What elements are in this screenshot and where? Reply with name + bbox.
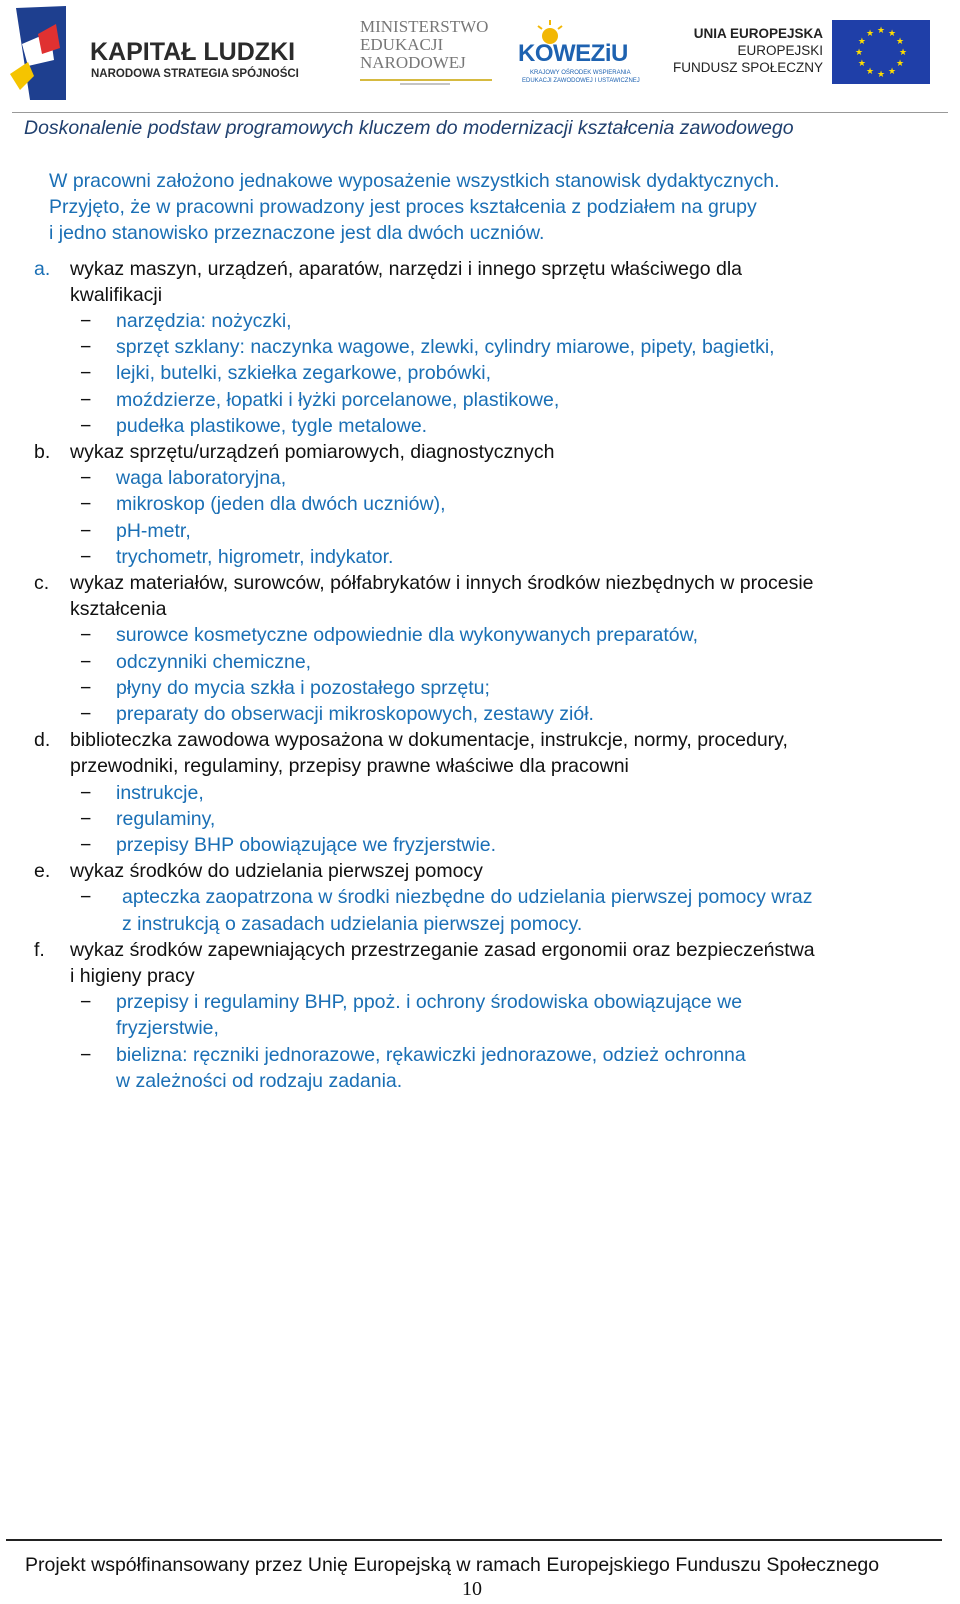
list-dash: − bbox=[80, 545, 92, 568]
list-item bbox=[0, 544, 960, 570]
list-item-text: lejki, butelki, szkiełka zegarkowe, probówki, bbox=[116, 362, 491, 385]
header-title: Doskonalenie podstaw programowych kluczem do modernizacji kształcenia zawodowego bbox=[24, 117, 794, 139]
section-letter: d. bbox=[34, 729, 51, 752]
section-heading-line: biblioteczka zawodowa wyposażona w dokumentacje, instrukcje, normy, procedury, bbox=[70, 729, 788, 752]
list-item-text: przepisy i regulaminy BHP, ppoż. i ochrony środowiska obowiązujące we bbox=[116, 991, 743, 1014]
section-heading bbox=[70, 727, 950, 779]
list-item bbox=[0, 360, 960, 386]
men-underline-icon bbox=[360, 76, 492, 86]
koweziu-title: KOWEZiU bbox=[518, 40, 628, 67]
eu-star-icon: ★ bbox=[887, 66, 897, 77]
list-item bbox=[0, 884, 960, 936]
list-item-text: sprzęt szklany: naczynka wagowe, zlewki, cylindry miarowe, pipety, bagietki, bbox=[116, 336, 775, 359]
list-item-text: odczynniki chemiczne, bbox=[116, 650, 312, 673]
men-line-1: MINISTERSTWO bbox=[360, 17, 489, 36]
list-item-text: moździerze, łopatki i łyżki porcelanowe, plastikowe, bbox=[116, 388, 560, 411]
section-heading-line: kształcenia bbox=[70, 598, 167, 621]
section-heading-line: wykaz środków zapewniających przestrzeganie zasad ergonomii oraz bezpieczeństwa bbox=[70, 938, 815, 961]
section-heading bbox=[70, 937, 950, 989]
list-item bbox=[0, 649, 960, 675]
ue-line-2: EUROPEJSKI bbox=[737, 43, 823, 58]
list-dash: − bbox=[80, 388, 92, 411]
list-item bbox=[0, 832, 960, 858]
section-items bbox=[0, 989, 960, 1094]
list-item-text: trychometr, higrometr, indykator. bbox=[116, 545, 394, 568]
list-item bbox=[0, 780, 960, 806]
list-dash: − bbox=[80, 807, 92, 830]
intro-line: i jedno stanowisko przeznaczone jest dla dwóch uczniów. bbox=[49, 222, 545, 245]
men-line-2: EDUKACJI bbox=[360, 35, 444, 54]
list-dash: − bbox=[80, 362, 92, 385]
section-items bbox=[0, 465, 960, 570]
section-heading-line: wykaz środków do udzielania pierwszej pomocy bbox=[70, 860, 483, 883]
list-dash: − bbox=[80, 781, 92, 804]
section-items bbox=[0, 884, 960, 936]
list-item bbox=[0, 518, 960, 544]
eu-star-icon: ★ bbox=[896, 58, 905, 68]
list-item-text: z instrukcją o zasadach udzielania pierwszej pomocy. bbox=[122, 912, 583, 935]
men-logo bbox=[360, 18, 500, 88]
list-item bbox=[0, 701, 960, 727]
list-item-text: waga laboratoryjna, bbox=[116, 467, 287, 490]
list-item bbox=[0, 308, 960, 334]
list-item bbox=[0, 413, 960, 439]
list-item bbox=[0, 806, 960, 832]
eu-star-icon: ★ bbox=[876, 69, 886, 79]
section-heading-line: wykaz maszyn, urządzeń, aparatów, narzędzi i innego sprzętu właściwego dla bbox=[70, 257, 743, 280]
list-item-text: surowce kosmetyczne odpowiednie dla wykonywanych preparatów, bbox=[116, 624, 699, 647]
list-item-text: bielizna: ręczniki jednorazowe, rękawiczki jednorazowe, odzież ochronna bbox=[116, 1043, 746, 1066]
kapital-ludzki-emblem-icon bbox=[8, 4, 70, 102]
koweziu-subtitle-2: EDUKACJI ZAWODOWEJ I USTAWICZNEJ bbox=[522, 78, 640, 84]
list-dash: − bbox=[80, 467, 92, 490]
list-item-text: pH-metr, bbox=[116, 519, 191, 542]
section-heading-line: wykaz sprzętu/urządzeń pomiarowych, diagnostycznych bbox=[70, 441, 555, 463]
list-dash: − bbox=[80, 703, 92, 725]
logo-strip bbox=[0, 0, 960, 108]
koweziu-logo bbox=[516, 18, 640, 88]
ue-efs-logo bbox=[672, 20, 935, 88]
list-dash: − bbox=[80, 493, 92, 516]
header-rule bbox=[12, 112, 948, 113]
section-heading-line: przewodniki, regulaminy, przepisy prawne właściwe dla pracowni bbox=[70, 755, 629, 778]
eu-star-icon: ★ bbox=[854, 47, 864, 57]
list-item-text: w zależności od rodzaju zadania. bbox=[116, 1069, 403, 1092]
section-heading-line: kwalifikacji bbox=[70, 283, 163, 306]
eu-star-icon: ★ bbox=[865, 66, 875, 77]
list-dash: − bbox=[80, 336, 92, 359]
footer-text: Projekt współfinansowany przez Unię Europejską w ramach Europejskiego Funduszu Społecznego bbox=[25, 1554, 880, 1576]
section-items bbox=[0, 308, 960, 439]
list-dash: − bbox=[80, 833, 92, 856]
list-item-text: instrukcje, bbox=[116, 781, 204, 804]
list-item-text: pudełka plastikowe, tygle metalowe. bbox=[116, 414, 428, 437]
section-heading bbox=[70, 858, 950, 884]
list-item-text: mikroskop (jeden dla dwóch uczniów), bbox=[116, 493, 446, 516]
footer-rule bbox=[6, 1539, 942, 1541]
list-item-text: narzędzia: nożyczki, bbox=[116, 309, 292, 332]
list-dash: − bbox=[80, 1043, 92, 1066]
eu-star-icon: ★ bbox=[865, 27, 875, 38]
kapital-ludzki-title: KAPITAŁ LUDZKI bbox=[90, 38, 296, 66]
kapital-ludzki-logo bbox=[8, 4, 308, 104]
intro-line: W pracowni założono jednakowe wyposażenie wszystkich stanowisk dydaktycznych. bbox=[49, 170, 780, 192]
list-item bbox=[0, 387, 960, 413]
eu-star-icon: ★ bbox=[876, 25, 886, 35]
ue-line-3: FUNDUSZ SPOŁECZNY bbox=[672, 60, 823, 75]
list-dash: − bbox=[80, 886, 92, 909]
list-item-text: fryzjerstwie, bbox=[116, 1017, 219, 1040]
list-dash: − bbox=[80, 519, 92, 542]
section-heading bbox=[70, 570, 950, 622]
section-heading-line: i higieny pracy bbox=[70, 965, 195, 987]
eu-star-icon: ★ bbox=[887, 27, 897, 38]
eu-star-icon: ★ bbox=[898, 47, 908, 57]
list-dash: − bbox=[80, 624, 92, 647]
list-dash: − bbox=[80, 309, 92, 332]
eu-star-icon: ★ bbox=[857, 58, 866, 68]
section-letter: e. bbox=[34, 860, 51, 883]
section-items bbox=[0, 780, 960, 859]
list-dash: − bbox=[80, 414, 92, 437]
section-letter: f. bbox=[34, 938, 45, 961]
list-dash: − bbox=[80, 991, 92, 1014]
list-item bbox=[0, 675, 960, 701]
list-dash: − bbox=[80, 650, 92, 673]
section-items bbox=[0, 622, 960, 727]
kapital-ludzki-subtitle: NARODOWA STRATEGIA SPÓJNOŚCI bbox=[91, 68, 299, 80]
section-letter: b. bbox=[34, 441, 51, 463]
list-item bbox=[0, 989, 960, 1041]
list-item bbox=[0, 622, 960, 648]
intro-paragraph bbox=[49, 168, 949, 247]
list-dash: − bbox=[80, 676, 92, 699]
list-item-text: apteczka zaopatrzona w środki niezbędne do udzielania pierwszej pomocy wraz bbox=[122, 886, 813, 909]
ue-line-1: UNIA EUROPEJSKA bbox=[693, 26, 823, 41]
eu-star-icon: ★ bbox=[857, 36, 866, 46]
section-heading-line: wykaz materiałów, surowców, półfabrykatów i innych środków niezbędnych w procesie bbox=[70, 572, 814, 594]
eu-flag-icon bbox=[832, 20, 930, 84]
list-item-text: płyny do mycia szkła i pozostałego sprzętu; bbox=[116, 676, 490, 699]
list-item bbox=[0, 334, 960, 360]
list-item-text: przepisy BHP obowiązujące we fryzjerstwie. bbox=[116, 833, 497, 856]
page-number: 10 bbox=[462, 1578, 482, 1600]
list-item bbox=[0, 491, 960, 517]
section-letter: c. bbox=[34, 572, 50, 594]
intro-line: Przyjęto, że w pracowni prowadzony jest proces kształcenia z podziałem na grupy bbox=[49, 196, 757, 219]
section-letter: a. bbox=[34, 257, 51, 280]
list-item-text: preparaty do obserwacji mikroskopowych, zestawy ziół. bbox=[116, 703, 594, 725]
list-item bbox=[0, 1042, 960, 1094]
section-heading bbox=[70, 439, 950, 465]
koweziu-subtitle-1: KRAJOWY OŚRODEK WSPIERANIA bbox=[530, 70, 631, 76]
eu-star-icon: ★ bbox=[896, 36, 905, 46]
list-item bbox=[0, 465, 960, 491]
men-line-3: NARODOWEJ bbox=[360, 53, 466, 72]
list-item-text: regulaminy, bbox=[116, 807, 216, 830]
section-heading bbox=[70, 256, 950, 308]
